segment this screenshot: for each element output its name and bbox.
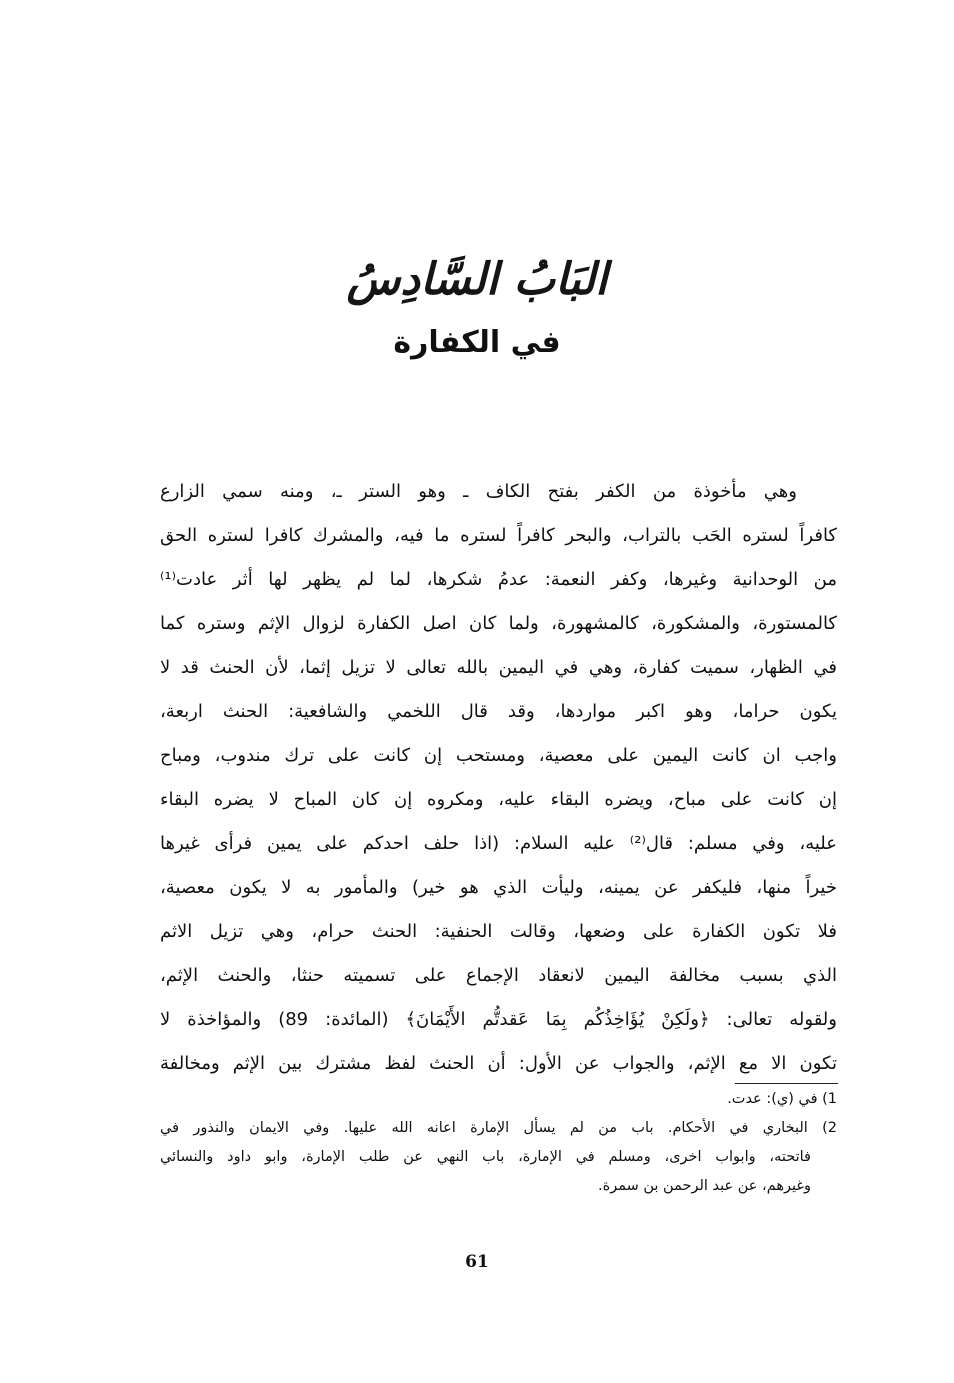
page-number: 61 xyxy=(465,1252,489,1272)
body-line: ولقوله تعالى: ﴿ولَكِنْ يُؤَاخِذُكُم بِمَا عَقدتُّم الأَيْمَانَ﴾ (المائدة: 89) والمؤاخذة لا xyxy=(160,1009,837,1030)
body-line: وهي مأخوذة من الكفر بفتح الكاف ـ وهو الستر ـ، ومنه سمي الزارع xyxy=(160,481,797,502)
footnote-2-continued: فاتحته، وابواب اخرى، ومسلم في الإمارة، باب النهي عن طلب الإمارة، وابو داود والنسائي xyxy=(160,1149,811,1165)
footnote-divider xyxy=(735,1083,838,1084)
body-line: تكون الا مع الإثم، والجواب عن الأول: أن الحنث لفظ مشترك بين الإثم ومخالفة xyxy=(160,1053,837,1074)
footnote-2-continued: وغيرهم، عن عبد الرحمن بن سمرة. xyxy=(598,1178,811,1194)
body-line: خيراً منها، فليكفر عن يمينه، وليأت الذي هو خير) والمأمور به لا يكون معصية، xyxy=(160,877,837,898)
body-line: واجب ان كانت اليمين على معصية، ومستحب إن كانت على ترك مندوب، ومباح xyxy=(160,745,837,766)
body-line: في الظهار، سميت كفارة، وهي في اليمين بالله تعالى لا تزيل إثما، لأن الحنث قد لا xyxy=(160,657,837,678)
body-line: يكون حراما، وهو اكبر مواردها، وقد قال اللخمي والشافعية: الحنث اربعة، xyxy=(160,701,837,722)
body-line: من الوحدانية وغيرها، وكفر النعمة: عدمُ شكرها، لما لم يظهر لها أثر عادت⁽¹⁾ xyxy=(160,569,837,590)
chapter-subtitle: في الكفارة xyxy=(393,325,561,360)
body-text xyxy=(160,470,837,1086)
body-line: عليه، وفي مسلم: قال⁽²⁾ عليه السلام: (اذا حلف احدكم على يمين فرأى غيرها xyxy=(160,833,837,854)
body-line: كافراً لستره الحَب بالتراب، والبحر كافراً لستره ما فيه، والمشرك كافرا لستره الحق xyxy=(160,525,837,546)
body-line: إن كانت على مباح، ويضره البقاء عليه، ومكروه إن كان المباح لا يضره البقاء xyxy=(160,789,837,810)
body-line: فلا تكون الكفارة على وضعها، وقالت الحنفية: الحنث حرام، وهي تزيل الاثم xyxy=(160,921,837,942)
chapter-title: البَابُ السَّادِسُ xyxy=(346,254,608,305)
footnote-2: 2) البخاري في الأحكام. باب من لم يسأل الإمارة اعانه الله عليها. وفي الايمان والنذور في xyxy=(160,1120,837,1136)
body-line: كالمستورة، والمشكورة، كالمشهورة، ولما كان اصل الكفارة لزوال الإثم وستره كما xyxy=(160,613,837,634)
body-line: الذي بسبب مخالفة اليمين لانعقاد الإجماع على تسميته حنثا، والحنث الإثم، xyxy=(160,965,837,986)
footnotes xyxy=(160,1085,837,1201)
footnote-1: 1) في (ي): عدت. xyxy=(727,1091,837,1107)
